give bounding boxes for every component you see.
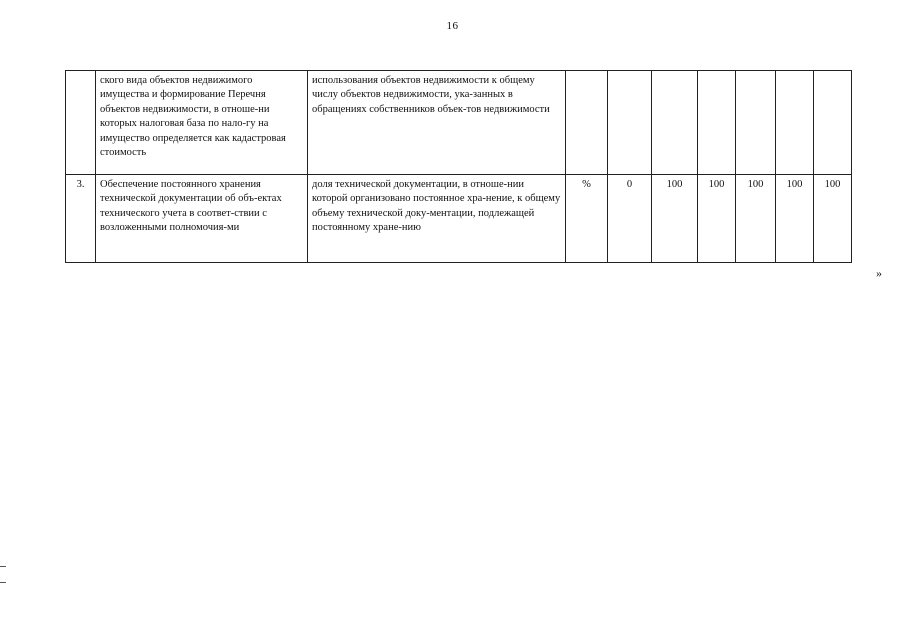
value-cell — [608, 71, 652, 175]
task-cell: Обеспечение постоянного хранения технической документации об объ-ектах технического учета в соответ-ствии с возложенными полномочия-ми — [96, 175, 308, 263]
value-cell: 100 — [776, 175, 814, 263]
unit-cell: % — [566, 175, 608, 263]
row-number — [66, 71, 96, 175]
table-row — [66, 175, 852, 263]
row-number: 3. — [66, 175, 96, 263]
indicator-cell: доля технической документации, в отноше-нии которой организовано постоянное хра-нение, к общему объему технической доку-ментации, подлежащей постоянному хране-нию — [308, 175, 566, 263]
scan-mark — [0, 566, 6, 567]
value-cell: 100 — [698, 175, 736, 263]
value-cell: 100 — [814, 175, 852, 263]
value-cell — [814, 71, 852, 175]
closing-quote: » — [876, 266, 882, 280]
indicators-table — [65, 70, 852, 263]
value-cell: 100 — [736, 175, 776, 263]
value-cell: 0 — [608, 175, 652, 263]
task-cell: ского вида объектов недвижимого имущества и формирование Перечня объектов недвижимости, в отноше-ни которых налоговая база по нало-гу на имущество определяется как кадастровая стоимость — [96, 71, 308, 175]
value-cell — [736, 71, 776, 175]
value-cell: 100 — [652, 175, 698, 263]
table-row — [66, 71, 852, 175]
value-cell — [776, 71, 814, 175]
scan-mark — [0, 582, 6, 583]
unit-cell — [566, 71, 608, 175]
indicator-cell: использования объектов недвижимости к общему числу объектов недвижимости, ука-занных в обращениях собственников объек-тов недвижимости — [308, 71, 566, 175]
value-cell — [698, 71, 736, 175]
page-number: 16 — [446, 20, 459, 32]
value-cell — [652, 71, 698, 175]
